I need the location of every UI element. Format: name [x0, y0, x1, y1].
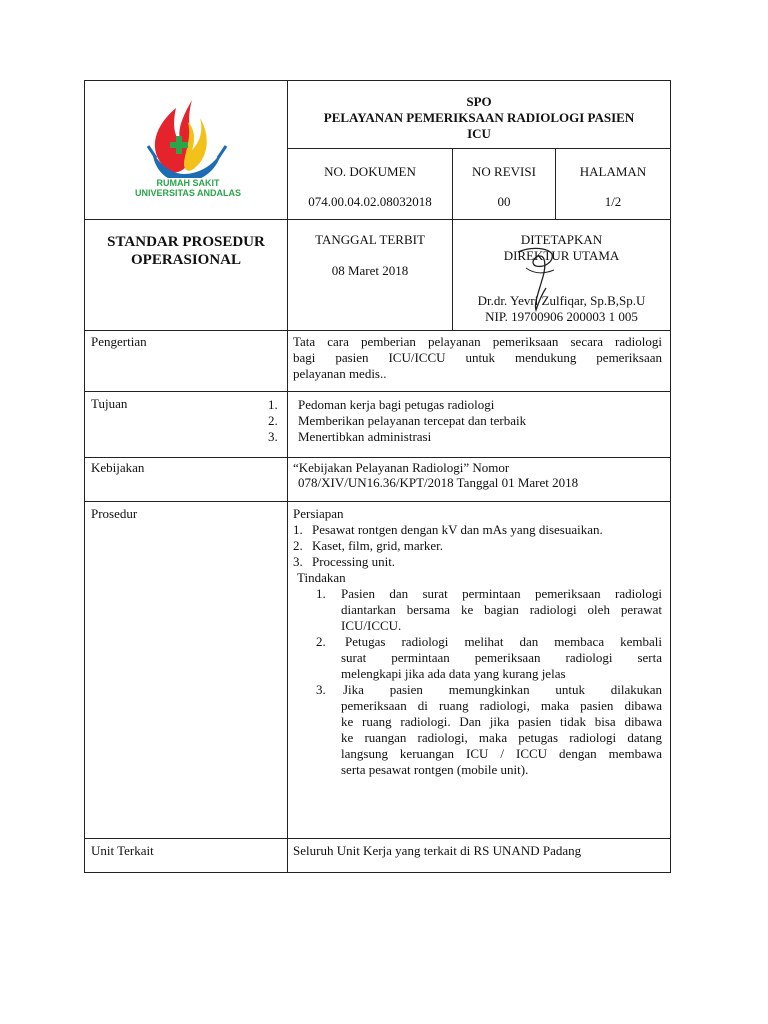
kebijakan-text: “Kebijakan Pelayanan Radiologi” Nomor: [293, 460, 510, 475]
issue-date-label: TANGGAL TERBIT: [315, 232, 425, 247]
hospital-logo: [118, 94, 258, 204]
sop-heading-line2: OPERASIONAL: [130, 252, 242, 268]
logo-text-line2: UNIVERSITAS ANDALAS: [134, 188, 241, 198]
doc-number-value: 074.00.04.02.08032018: [308, 194, 432, 209]
list-item-number: 3.: [268, 429, 278, 444]
issue-date-value: 08 Maret 2018: [331, 263, 409, 278]
director-name: Dr.dr. Yevri Zulfiqar, Sp.B,Sp.U: [477, 293, 646, 308]
list-item-number: 2.: [293, 538, 303, 553]
table-divider: [84, 457, 671, 458]
tindakan-heading: Tindakan: [297, 570, 346, 585]
table-divider: [84, 219, 671, 220]
list-item: Pedoman kerja bagi petugas radiologi: [298, 397, 495, 412]
list-item: ke ruangan radiologi, maka petugas radiologi datang: [341, 730, 662, 745]
list-item-number: 1.: [268, 397, 278, 412]
list-item: Kaset, film, grid, marker.: [312, 538, 444, 553]
list-item: surat permintaan pemeriksaan radiologi serta: [341, 650, 662, 665]
list-item: Menertibkan administrasi: [298, 429, 432, 444]
table-border-bottom: [84, 872, 671, 873]
table-divider: [84, 838, 671, 839]
list-item-number: 1.: [316, 586, 326, 601]
kebijakan-label: Kebijakan: [91, 460, 145, 475]
list-item: melengkapi jika ada data yang kurang jelas: [341, 666, 566, 681]
page-value: 1/2: [604, 194, 622, 209]
table-divider: [84, 391, 671, 392]
tujuan-label: Tujuan: [91, 396, 128, 411]
sop-heading: STANDAR PROSEDUR: [107, 234, 265, 250]
list-item: Memberikan pelayanan tercepat dan terbaik: [298, 413, 527, 428]
list-item: ICU/ICCU.: [341, 618, 402, 633]
list-item-number: 3.: [316, 682, 326, 697]
unit-terkait-label: Unit Terkait: [91, 843, 154, 858]
spo-label: SPO: [466, 94, 492, 109]
list-item-number: 3.: [293, 554, 303, 569]
list-item: diantarkan bersama ke bagian radiologi oleh perawat: [341, 602, 662, 617]
approval-label: DITETAPKAN: [520, 232, 603, 247]
list-item: Pasien dan surat permintaan pemeriksaan radiologi: [341, 586, 662, 601]
table-border-right: [670, 80, 671, 873]
pengertian-text: bagi pasien ICU/ICCU untuk mendukung pemeriksaan: [293, 350, 662, 365]
list-item: Jika pasien memungkinkan untuk dilakukan: [343, 682, 662, 697]
list-item: Petugas radiologi melihat dan membaca kembali: [345, 634, 662, 649]
director-nip: NIP. 19700906 200003 1 005: [485, 309, 638, 324]
flame-logo-icon: [118, 94, 258, 178]
document-title-line2: ICU: [467, 126, 491, 141]
list-item-number: 2.: [268, 413, 278, 428]
revision-label: NO REVISI: [472, 164, 536, 179]
pengertian-text: Tata cara pemberian pelayanan pemeriksaan secara radiologi: [293, 334, 662, 349]
list-item-number: 2.: [316, 634, 326, 649]
revision-value: 00: [497, 194, 511, 209]
list-item: serta pesawat rontgen (mobile unit).: [341, 762, 529, 777]
approval-title: DIREKTUR UTAMA: [503, 248, 620, 263]
table-divider: [287, 148, 671, 149]
table-border-left: [84, 80, 85, 873]
doc-number-label: NO. DOKUMEN: [324, 164, 416, 179]
table-divider: [84, 501, 671, 502]
document-title: PELAYANAN PEMERIKSAAN RADIOLOGI PASIEN: [323, 110, 635, 125]
table-divider: [84, 330, 671, 331]
page-label: HALAMAN: [579, 164, 647, 179]
list-item: langsung keruangan ICU / ICCU dengan membawa: [341, 746, 662, 761]
pengertian-text: pelayanan medis..: [293, 366, 387, 381]
unit-terkait-text: Seluruh Unit Kerja yang terkait di RS UNAND Padang: [293, 843, 582, 858]
logo-text-line1: RUMAH SAKIT: [156, 178, 220, 188]
list-item: Pesawat rontgen dengan kV dan mAs yang disesuaikan.: [312, 522, 603, 537]
kebijakan-text: 078/XIV/UN16.36/KPT/2018 Tanggal 01 Maret 2018: [298, 475, 579, 490]
pengertian-label: Pengertian: [91, 334, 147, 349]
prosedur-label: Prosedur: [91, 506, 138, 521]
list-item: pemeriksaan di ruang radiologi, maka pasien dibawa: [341, 698, 662, 713]
list-item-number: 1.: [293, 522, 303, 537]
list-item: Processing unit.: [312, 554, 396, 569]
list-item: ke ruang radiologi. Dan jika pasien tidak bisa dibawa: [341, 714, 662, 729]
table-border-top: [84, 80, 671, 81]
persiapan-heading: Persiapan: [293, 506, 344, 521]
